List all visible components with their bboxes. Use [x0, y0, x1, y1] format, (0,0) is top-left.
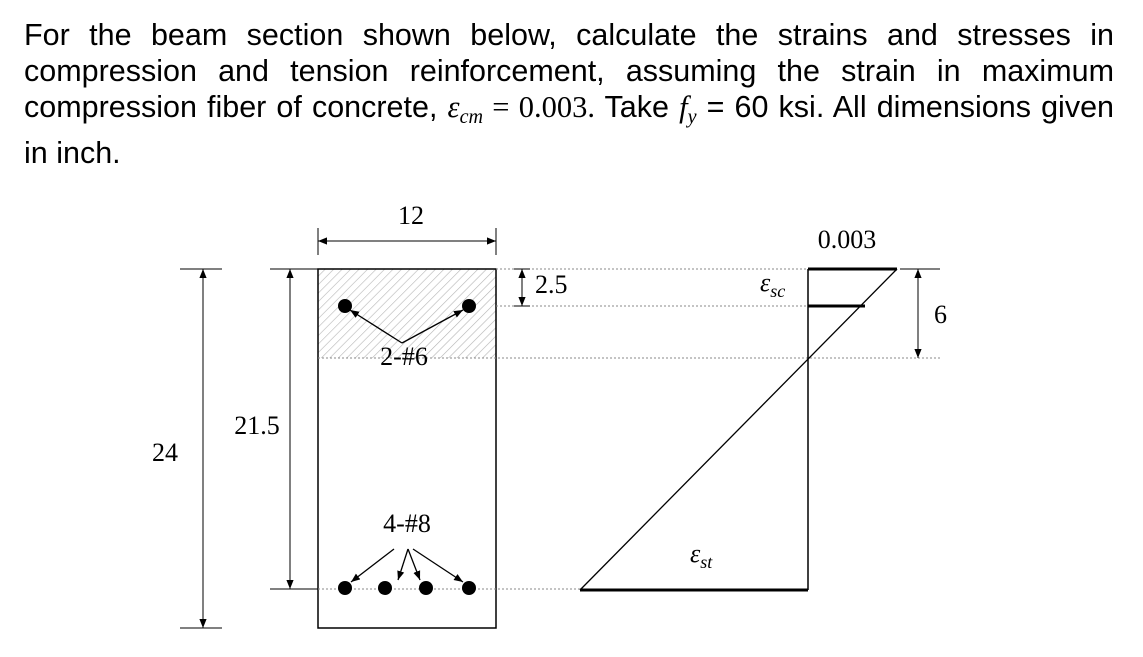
bottom-bar-leader-1 [351, 549, 394, 582]
bottom-bar-2 [378, 581, 392, 595]
problem-intro: For the beam section shown below, calculate the strains and stresses in compression and tension reinforcement, assuming the strain in maximum compression fiber of concrete, [24, 18, 1114, 124]
strain-cm-symbol: ε [447, 90, 460, 124]
compression-strain-subscript: sc [770, 281, 786, 301]
strain-cm-subscript: cm [459, 106, 484, 129]
compression-strain-label [760, 268, 785, 301]
bottom-bar-4 [462, 581, 476, 595]
cover-label: 2.5 [535, 270, 568, 299]
fy-subscript: y [687, 106, 697, 129]
tension-strain-subscript: st [700, 552, 713, 572]
top-bars-label: 2-#6 [380, 342, 428, 371]
bottom-bar-leader-3 [408, 549, 420, 580]
tension-strain-symbol: ε [690, 539, 701, 568]
fy-symbol: f [679, 90, 688, 124]
compression-strain-symbol: ε [760, 268, 771, 297]
tension-strain-label [690, 539, 713, 572]
top-bar-left [338, 299, 352, 313]
strain-profile-line [580, 269, 897, 590]
bottom-bar-leader-4 [413, 549, 463, 582]
max-strain-label: 0.003 [817, 225, 877, 254]
overall-depth-label: 24 [152, 438, 178, 467]
na-depth-label: 6 [934, 300, 947, 329]
bottom-bars-label: 4-#8 [383, 509, 431, 538]
take-text: Take [595, 90, 680, 124]
fy-value: = 60 ksi. All dimensions given in inch. [24, 90, 1114, 171]
effective-depth-label: 21.5 [234, 411, 280, 440]
width-label: 12 [398, 201, 424, 230]
top-bar-right [462, 299, 476, 313]
bottom-bar-3 [419, 581, 433, 595]
bottom-bar-1 [338, 581, 352, 595]
strain-cm-value: = 0.003. [483, 90, 595, 124]
bottom-bar-leader-2 [398, 549, 408, 580]
